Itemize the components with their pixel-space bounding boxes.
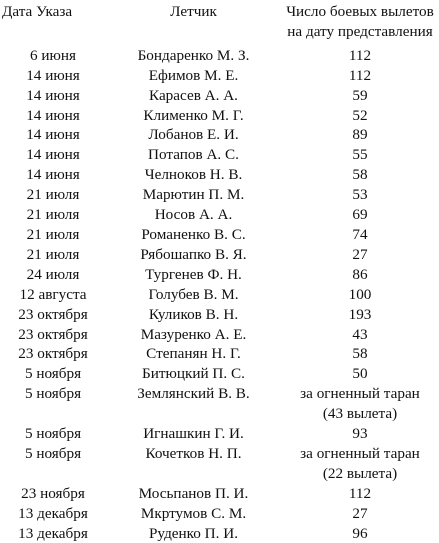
- table-row: [0, 125, 439, 145]
- cell-date: 24 июля: [26, 265, 80, 283]
- table-row: [0, 46, 439, 66]
- table-row: [0, 205, 439, 225]
- header-sorties-line2: на дату представления: [287, 22, 433, 40]
- cell-sorties: 89: [352, 126, 368, 144]
- table-row: [0, 325, 439, 345]
- cell-pilot: Карасев А. А.: [149, 86, 238, 104]
- cell-pilot: Марютин П. М.: [142, 186, 245, 204]
- table-row: [0, 165, 439, 185]
- cell-date: 14 июня: [26, 66, 80, 84]
- cell-sorties: 112: [348, 484, 372, 502]
- cell-sorties: 50: [352, 365, 368, 383]
- table-row: [0, 344, 439, 364]
- table-row: [0, 66, 439, 86]
- cell-date: 14 июня: [26, 106, 80, 124]
- cell-sorties: [281, 444, 439, 484]
- cell-sorties: 59: [352, 86, 368, 104]
- table-row: [0, 424, 439, 444]
- cell-pilot: Романенко В. С.: [141, 225, 246, 243]
- cell-date: 23 ноября: [21, 484, 85, 502]
- cell-date: 5 ноября: [24, 385, 82, 403]
- cell-pilot: Челноков Н. В.: [144, 166, 243, 184]
- cell-date: 13 декабря: [18, 504, 88, 522]
- cell-date: 13 декабря: [18, 524, 88, 542]
- header-pilot: Летчик: [170, 3, 217, 20]
- cell-date: 21 июля: [26, 225, 80, 243]
- table-row: [0, 444, 439, 484]
- table-row: [0, 245, 439, 265]
- cell-date: 14 июня: [26, 146, 80, 164]
- cell-sorties: [281, 384, 439, 424]
- table-row: [0, 86, 439, 106]
- table-row: [0, 225, 439, 245]
- cell-pilot: Лобанов Е. И.: [148, 126, 239, 144]
- cell-sorties: 52: [352, 106, 368, 124]
- cell-sorties: 27: [352, 245, 368, 263]
- table-row: [0, 185, 439, 205]
- cell-date: 12 августа: [19, 285, 87, 303]
- cell-date: 23 октября: [18, 325, 88, 343]
- cell-sorties: 55: [352, 146, 368, 164]
- cell-pilot: Бондаренко М. З.: [137, 46, 250, 64]
- table-row: [0, 265, 439, 285]
- header-sorties: [281, 2, 439, 46]
- table-row: [0, 484, 439, 504]
- cell-date: 5 ноября: [24, 425, 82, 443]
- cell-sorties: 193: [348, 305, 372, 323]
- table-row: [0, 106, 439, 126]
- cell-sorties: 58: [352, 345, 368, 363]
- header-sorties-line1: Число боевых вылетов: [286, 3, 434, 20]
- table-row: [0, 384, 439, 424]
- awards-table: [0, 2, 439, 543]
- cell-pilot: Землянский В. В.: [137, 385, 250, 403]
- cell-pilot: Руденко П. И.: [148, 524, 238, 542]
- table-row: [0, 285, 439, 305]
- cell-date: 14 июня: [26, 86, 80, 104]
- cell-sorties: 74: [352, 225, 368, 243]
- cell-date: 5 ноября: [24, 365, 82, 383]
- cell-pilot: Клименко М. Г.: [143, 106, 244, 124]
- cell-pilot: Голубев В. М.: [148, 285, 239, 303]
- cell-pilot: Рябошапко В. Я.: [140, 245, 247, 263]
- cell-sorties: 53: [352, 186, 368, 204]
- cell-pilot: Мазуренко А. Е.: [140, 325, 247, 343]
- cell-pilot: Куликов В. Н.: [148, 305, 239, 323]
- cell-sorties: 69: [352, 206, 368, 224]
- cell-date: 6 июня: [30, 46, 76, 64]
- cell-sorties: 43: [352, 325, 368, 343]
- table-row: [0, 504, 439, 524]
- cell-pilot: Степанян Н. Г.: [146, 345, 241, 363]
- cell-pilot: Носов А. А.: [154, 206, 233, 224]
- cell-sorties-note: (43 вылета): [322, 405, 398, 423]
- cell-pilot: Мкртумов С. М.: [140, 504, 247, 522]
- table-row: [0, 305, 439, 325]
- table-row: [0, 364, 439, 384]
- cell-sorties: 100: [348, 285, 372, 303]
- cell-date: 21 июля: [26, 245, 80, 263]
- cell-date: 23 октября: [18, 345, 88, 363]
- cell-sorties: 93: [352, 425, 368, 443]
- cell-sorties: 27: [352, 504, 368, 522]
- cell-sorties: 112: [348, 66, 372, 84]
- header-row: [0, 2, 439, 46]
- table-body: [0, 46, 439, 543]
- cell-date: 5 ноября: [24, 444, 82, 462]
- cell-pilot: Ефимов М. Е.: [148, 66, 239, 84]
- cell-sorties-text: за огненный таран: [300, 385, 420, 403]
- table-header: [0, 2, 439, 46]
- cell-pilot: Мосьпанов П. И.: [138, 484, 249, 502]
- table-row: [0, 524, 439, 543]
- cell-sorties: 58: [352, 166, 368, 184]
- cell-date: 14 июня: [26, 166, 80, 184]
- cell-pilot: Потапов А. С.: [148, 146, 239, 164]
- cell-date: 14 июня: [26, 126, 80, 144]
- cell-sorties-text: за огненный таран: [300, 444, 420, 462]
- header-date: Дата Указа: [2, 3, 73, 20]
- cell-sorties: 86: [352, 265, 368, 283]
- cell-date: 21 июля: [26, 206, 80, 224]
- cell-sorties-note: (22 вылета): [322, 464, 398, 482]
- cell-pilot: Битюцкий П. С.: [142, 365, 245, 383]
- cell-pilot: Игнашкин Г. И.: [143, 425, 244, 443]
- cell-date: 23 октября: [18, 305, 88, 323]
- cell-pilot: Кочетков Н. П.: [145, 444, 242, 462]
- table-row: [0, 145, 439, 165]
- cell-sorties: 112: [348, 46, 372, 64]
- cell-pilot: Тургенев Ф. Н.: [145, 265, 242, 283]
- cell-sorties: 96: [352, 524, 368, 542]
- cell-date: 21 июля: [26, 186, 80, 204]
